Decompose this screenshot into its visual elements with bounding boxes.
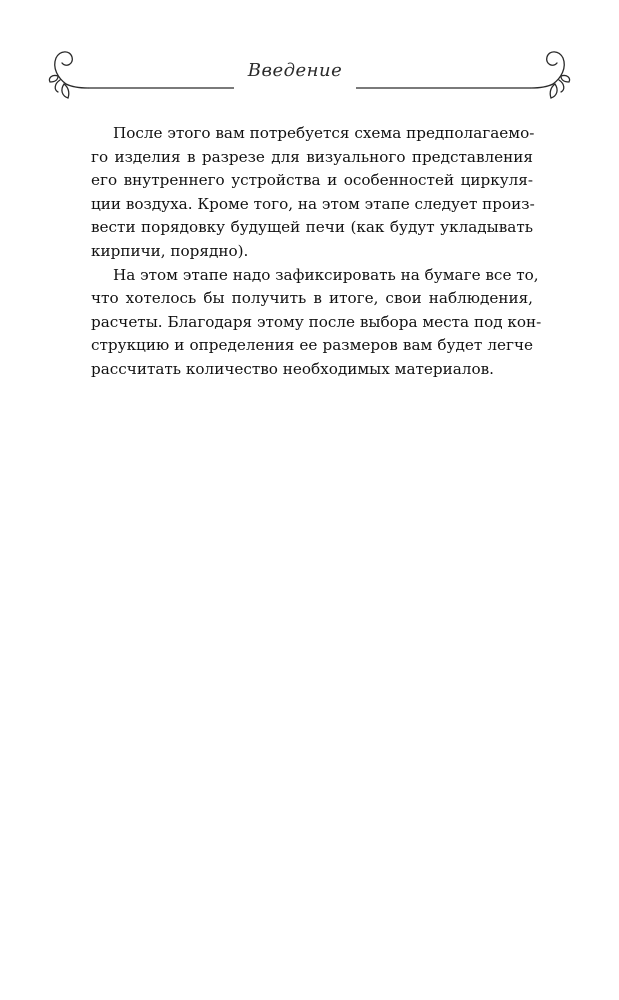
text-line: струкцию и определения ее размеров вам будет легче: [91, 336, 533, 355]
text-line: кирпичи, порядно).: [91, 241, 249, 260]
text-line: его внутреннего устройства и особенностей циркуля-: [91, 171, 533, 190]
paragraph: [91, 264, 542, 382]
running-header: [0, 38, 619, 108]
paragraph: [91, 122, 533, 264]
body-text: [91, 122, 542, 382]
text-line: вести порядовку будущей печи (как будут укладывать: [91, 218, 533, 237]
text-line: После этого вам потребуется схема предполагаемо-: [113, 124, 535, 142]
text-line: ции воздуха. Кроме того, на этом этапе следует произ-: [91, 194, 535, 213]
text-line: На этом этапе надо зафиксировать на бумаге все то,: [113, 265, 539, 284]
text-line: рассчитать количество необходимых материалов.: [91, 359, 494, 378]
text-line: что хотелось бы получить в итоге, свои наблюдения,: [91, 289, 533, 308]
running-header-title: Введение: [247, 60, 343, 81]
text-line: расчеты. Благодаря этому после выбора места под кон-: [91, 312, 542, 331]
text-line: го изделия в разрезе для визуального представления: [91, 147, 533, 166]
